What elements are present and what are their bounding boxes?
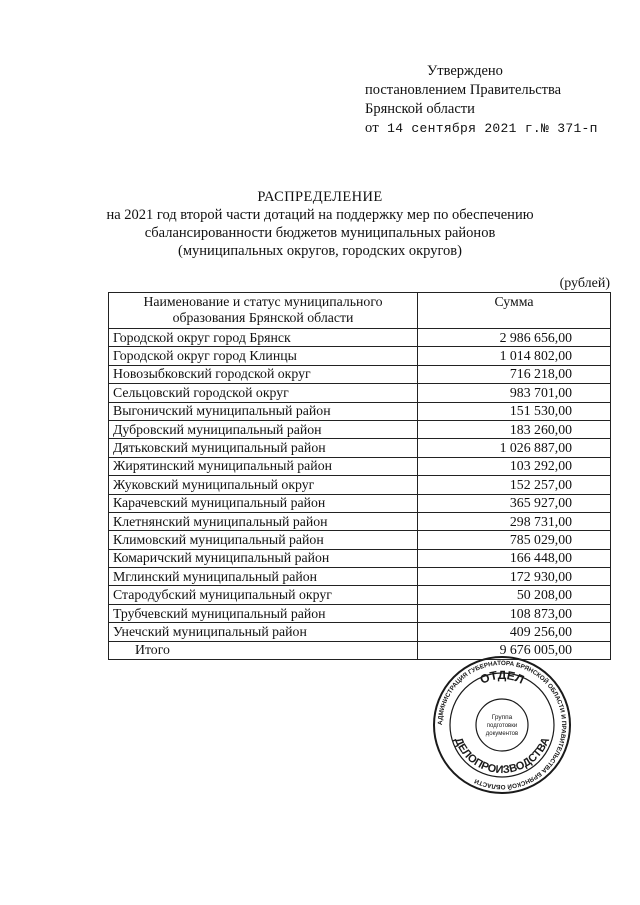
- row-sum: 183 260,00: [418, 420, 611, 438]
- table-row: [109, 623, 611, 641]
- header-name-line-1: Наименование и статус муниципального: [143, 294, 383, 309]
- table-row: [109, 494, 611, 512]
- table-row: [109, 512, 611, 530]
- units-label: (рублей): [559, 276, 610, 291]
- approval-date: 14 сентября 2021 г.№ 371-п: [387, 121, 598, 136]
- table-row: [109, 402, 611, 420]
- row-name: Жуковский муниципальный округ: [109, 476, 418, 494]
- approval-title: Утверждено: [427, 63, 503, 79]
- table-row: [109, 457, 611, 475]
- title-line-3: (муниципальных округов, городских округов): [178, 243, 462, 259]
- row-name: Дубровский муниципальный район: [109, 420, 418, 438]
- distribution-table: [108, 292, 611, 660]
- row-name: Унечский муниципальный район: [109, 623, 418, 641]
- stamp-ring-text: АДМИНИСТРАЦИЯ ГУБЕРНАТОРА БРЯНСКОЙ ОБЛАСТИ И ПРАВИТЕЛЬСТВА БРЯНСКОЙ ОБЛАСТИ: [436, 659, 568, 791]
- row-sum: 983 701,00: [418, 384, 611, 402]
- row-name: Городской округ город Брянск: [109, 329, 418, 347]
- row-sum: 409 256,00: [418, 623, 611, 641]
- row-sum: 365 927,00: [418, 494, 611, 512]
- table-row: [109, 586, 611, 604]
- row-name: Сельцовский городской округ: [109, 384, 418, 402]
- approval-block: [365, 62, 598, 138]
- row-name: Клетнянский муниципальный район: [109, 512, 418, 530]
- stamp-center-line-3: документов: [485, 731, 519, 737]
- table-row: [109, 531, 611, 549]
- title-line-2: сбалансированности бюджетов муниципальных районов: [144, 225, 496, 241]
- row-sum: 152 257,00: [418, 476, 611, 494]
- row-sum: 108 873,00: [418, 604, 611, 622]
- row-sum: 50 208,00: [418, 586, 611, 604]
- row-sum: 166 448,00: [418, 549, 611, 567]
- table-row: [109, 549, 611, 567]
- title-line-1: на 2021 год второй части дотаций на поддержку мер по обеспечению: [106, 207, 534, 223]
- table-header-row: [109, 293, 611, 329]
- total-label: Итого: [109, 641, 418, 659]
- table-row: [109, 439, 611, 457]
- table-row: [109, 347, 611, 365]
- row-sum: 298 731,00: [418, 512, 611, 530]
- row-sum: 1 026 887,00: [418, 439, 611, 457]
- total-sum: 9 676 005,00: [418, 641, 611, 659]
- table-row: [109, 384, 611, 402]
- document-title: [0, 188, 640, 260]
- stamp-center-line-2: подготовки: [486, 723, 518, 729]
- row-sum: 1 014 802,00: [418, 347, 611, 365]
- stamp-center-line-1: Группа: [491, 714, 513, 721]
- row-name: Дятьковский муниципальный район: [109, 439, 418, 457]
- row-sum: 2 986 656,00: [418, 329, 611, 347]
- row-name: Комаричский муниципальный район: [109, 549, 418, 567]
- row-sum: 172 930,00: [418, 568, 611, 586]
- row-sum: 103 292,00: [418, 457, 611, 475]
- row-name: Трубчевский муниципальный район: [109, 604, 418, 622]
- approval-date-prefix: от: [365, 120, 379, 136]
- row-name: Стародубский муниципальный округ: [109, 586, 418, 604]
- table-row: [109, 365, 611, 383]
- approval-decree: постановлением Правительства: [365, 82, 562, 98]
- table-row: [109, 476, 611, 494]
- row-sum: 151 530,00: [418, 402, 611, 420]
- row-sum: 716 218,00: [418, 365, 611, 383]
- row-name: Новозыбковский городской округ: [109, 365, 418, 383]
- title-heading: РАСПРЕДЕЛЕНИЕ: [257, 189, 383, 205]
- row-name: Жирятинский муниципальный район: [109, 457, 418, 475]
- header-name: [109, 293, 418, 329]
- row-name: Карачевский муниципальный район: [109, 494, 418, 512]
- table-row: [109, 568, 611, 586]
- stamp-arc-bottom: ДЕЛОПРОИЗВОДСТВА: [451, 735, 553, 777]
- stamp-arc-top: ОТДЕЛ: [477, 667, 527, 687]
- table-body: [109, 329, 611, 660]
- table-row: [109, 329, 611, 347]
- header-sum: Сумма: [418, 293, 611, 329]
- row-name: Городской округ город Клинцы: [109, 347, 418, 365]
- row-name: Климовский муниципальный район: [109, 531, 418, 549]
- row-name: Мглинский муниципальный район: [109, 568, 418, 586]
- approval-date-line: [365, 119, 598, 138]
- header-name-line-2: образования Брянской области: [172, 310, 354, 325]
- table-row: [109, 604, 611, 622]
- row-name: Выгоничский муниципальный район: [109, 402, 418, 420]
- approval-region: Брянской области: [365, 101, 475, 117]
- department-stamp: [432, 655, 572, 795]
- table-row: [109, 420, 611, 438]
- row-sum: 785 029,00: [418, 531, 611, 549]
